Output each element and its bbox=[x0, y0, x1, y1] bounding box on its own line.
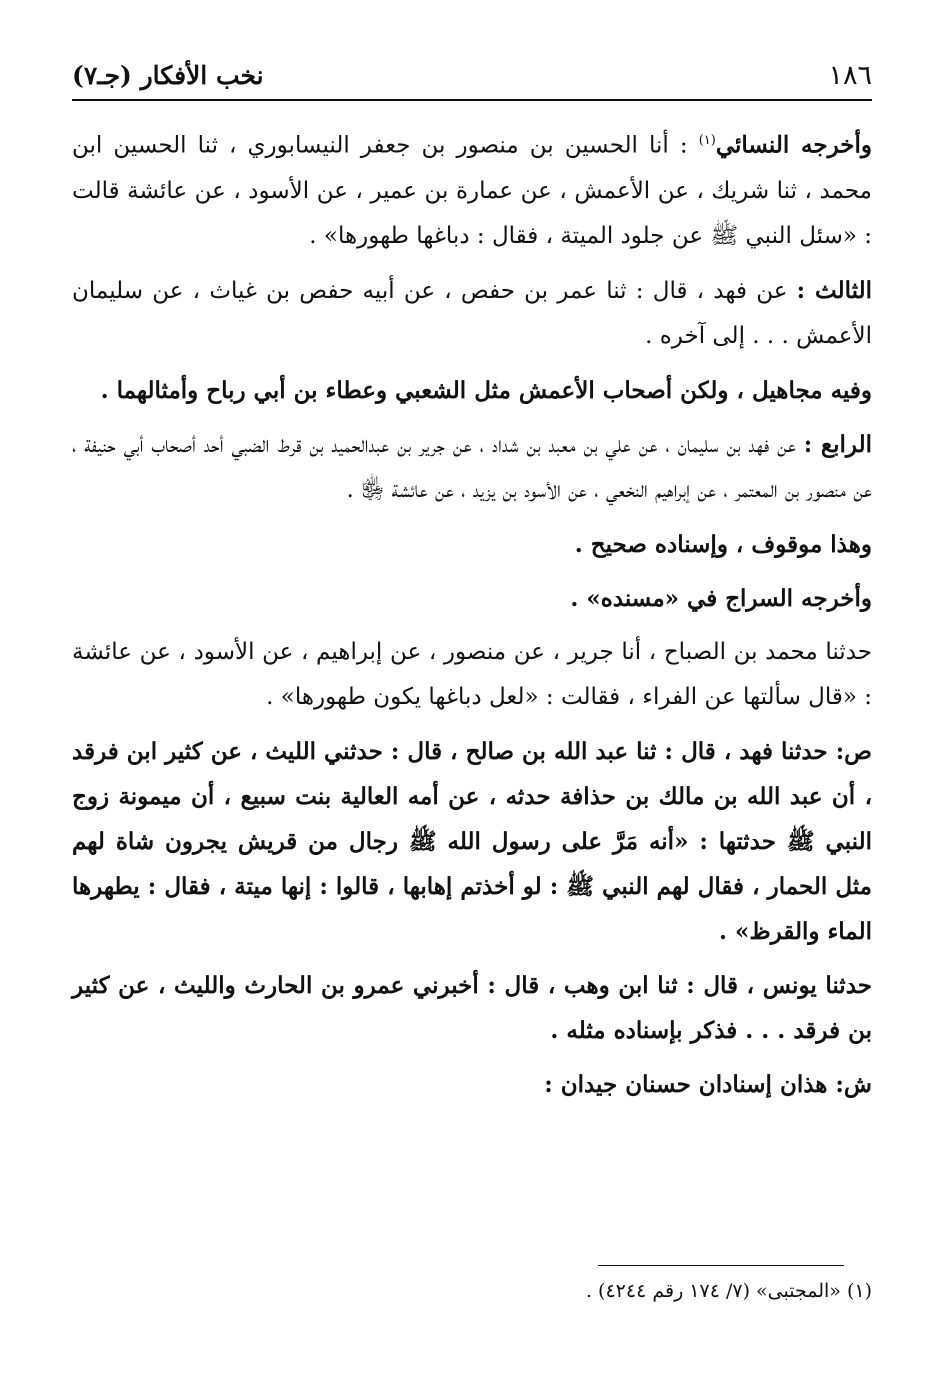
paragraph-lead: الرابع : bbox=[803, 430, 872, 458]
paragraph-lead: الثالث : bbox=[796, 276, 872, 304]
footnote-rule bbox=[598, 1265, 844, 1266]
footnote: (١) «المجتبى» (٧/ ١٧٤ رقم ٤٢٤٤) . bbox=[585, 1280, 872, 1302]
paragraph-mawquf: وهذا موقوف ، وإسناده صحيح . bbox=[574, 530, 872, 558]
page-number: ١٨٦ bbox=[828, 59, 872, 91]
paragraph-note: وفيه مجاهيل ، ولكن أصحاب الأعمش مثل الشعبي وعطاء بن أبي رباح وأمثالهما . bbox=[100, 376, 872, 404]
paragraph-text: : أنا الحسين بن منصور بن جعفر النيسابوري ، ثنا الحسين ابن محمد ، ثنا شريك ، عن الأعمش ، عن عمارة بن عمير ، عن الأسود ، عن عائشة قالت : «سئل النبي ﷺ عن جلود الميتة ، فقال : دباغها طهورها» . bbox=[72, 132, 872, 249]
paragraph-hadith-sabbah: حدثنا محمد بن الصباح ، أنا جرير ، عن منصور ، عن إبراهيم ، عن الأسود ، عن عائشة : «قال سألتها عن الفراء ، فقالت : «لعل دباغها يكون طهورها» . bbox=[72, 638, 872, 710]
book-title: نخب الأفكار (جـ٧) bbox=[72, 60, 264, 90]
page-header bbox=[72, 52, 872, 98]
footnote-marker[interactable]: (١) bbox=[698, 133, 716, 148]
paragraph-sharh: ش: هذان إسنادان حسنان جيدان : bbox=[544, 1070, 872, 1098]
paragraph-third bbox=[72, 268, 872, 359]
header-rule bbox=[72, 99, 872, 101]
paragraph-text: عن فهد بن سليمان ، عن علي بن معبد بن شداد ، عن جرير بن عبدالحميد بن قرط الضبي أحد أصحاب أبي حنيفة ، عن منصور بن المعتمر ، عن إبراهيم النخعي ، عن الأسود بن يزيد ، عن عائشة ﵂ . bbox=[72, 431, 872, 503]
paragraph-matn-maymuna: ص: حدثنا فهد ، قال : ثنا عبد الله بن صالح ، قال : حدثني الليث ، عن كثير ابن فرقد ، أن عبد الله بن مالك بن حذافة حدثه ، عن أمه العالية بنت سبيع ، أن ميمونة زوج النبي ﷺ حدثتها : «أنه مَرَّ على رسول الله ﷺ رجال من قريش يجرون شاة لهم مثل الحمار ، فقال لهم النبي ﷺ : لو أخذتم إهابها ، قالوا : إنها ميتة ، فقال : يطهرها الماء والقرظ» . bbox=[72, 737, 872, 945]
page-body bbox=[72, 118, 872, 1116]
paragraph-text: عن فهد ، قال : ثنا عمر بن حفص ، عن أبيه حفص بن غياث ، عن سليمان الأعمش . . . إلى آخره . bbox=[72, 277, 872, 349]
paragraph-sarraj: وأخرجه السراج في «مسنده» . bbox=[570, 584, 872, 612]
paragraph-lead: وأخرجه النسائي bbox=[715, 131, 872, 159]
paragraph-nasai bbox=[72, 118, 872, 259]
paragraph-yunus: حدثنا يونس ، قال : ثنا ابن وهب ، قال : أخبرني عمرو بن الحارث والليث ، عن كثير بن فرقد . . . فذكر بإسناده مثله . bbox=[72, 971, 872, 1044]
paragraph-fourth bbox=[72, 422, 872, 513]
